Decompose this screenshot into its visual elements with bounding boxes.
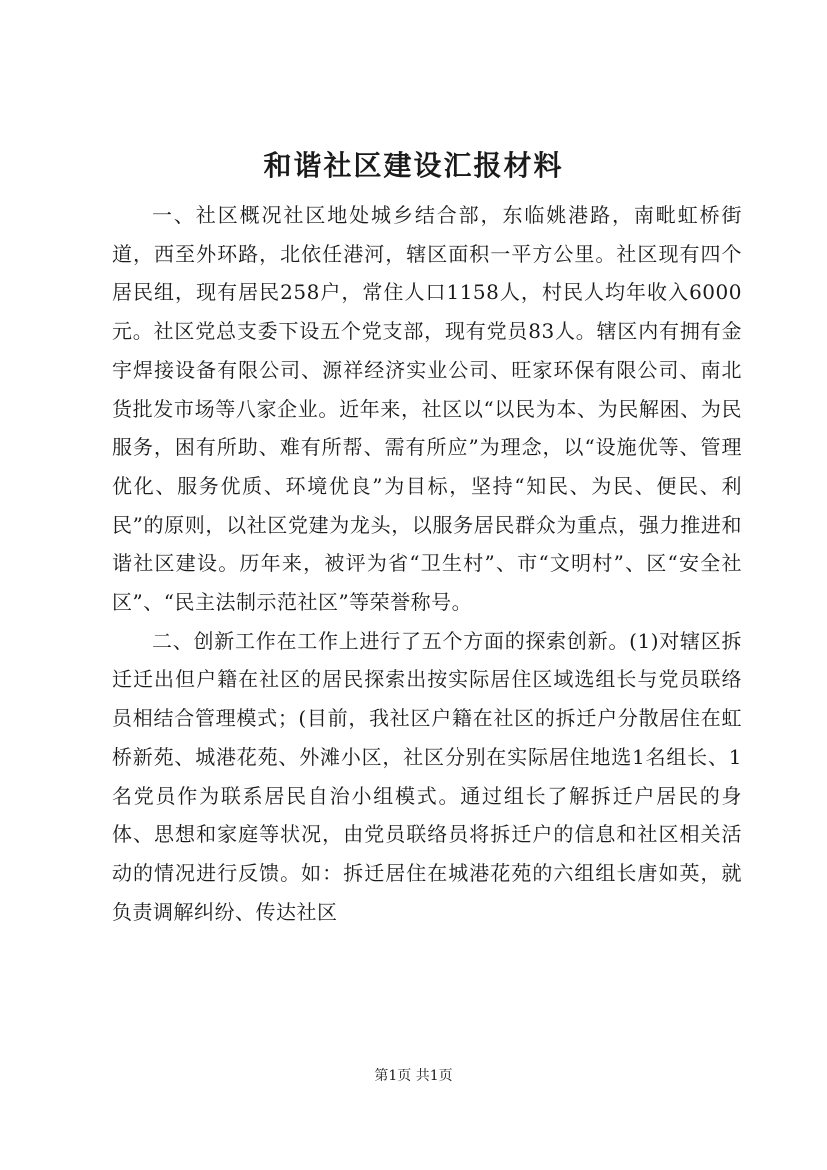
document-body: [112, 196, 742, 931]
paragraph-innovation: 二、创新工作在工作上进行了五个方面的探索创新。(1)对辖区拆迁迁出但户籍在社区的居民探索出按实际居住区域选组长与党员联络员相结合管理模式；(目前，我社区户籍在社区的拆迁户分散居住在虹桥新苑、城港花苑、外滩小区，社区分别在实际居住地选1名组长、1名党员作为联系居民自治小组模式。通过组长了解拆迁户居民的身体、思想和家庭等状况，由党员联络员将拆迁户的信息和社区相关活动的情况进行反馈。如：拆迁居住在城港花苑的六组组长唐如英，就负责调解纠纷、传达社区: [112, 628, 742, 924]
document-title: 和谐社区建设汇报材料: [263, 149, 564, 182]
page-footer: 第1页 共1页: [374, 1068, 453, 1084]
paragraph-overview: 一、社区概况社区地处城乡结合部，东临姚港路，南毗虹桥街道，西至外环路，北依任港河，辖区面积一平方公里。社区现有四个居民组，现有居民258户，常住人口1158人，村民人均年收入6000元。社区党总支委下设五个党支部，现有党员83人。辖区内有拥有金宇焊接设备有限公司、源祥经济实业公司、旺家环保有限公司、南北货批发市场等八家企业。近年来，社区以“以民为本、为民解困、为民服务，困有所助、难有所帮、需有所应”为理念，以“设施优等、管理优化、服务优质、环境优良”为目标，坚持“知民、为民、便民、利民”的原则，以社区党建为龙头，以服务居民群众为重点，强力推进和谐社区建设。历年来，被评为省“卫生村”、市“文明村”、区“安全社区”、“民主法制示范社区”等荣誉称号。: [112, 203, 742, 615]
